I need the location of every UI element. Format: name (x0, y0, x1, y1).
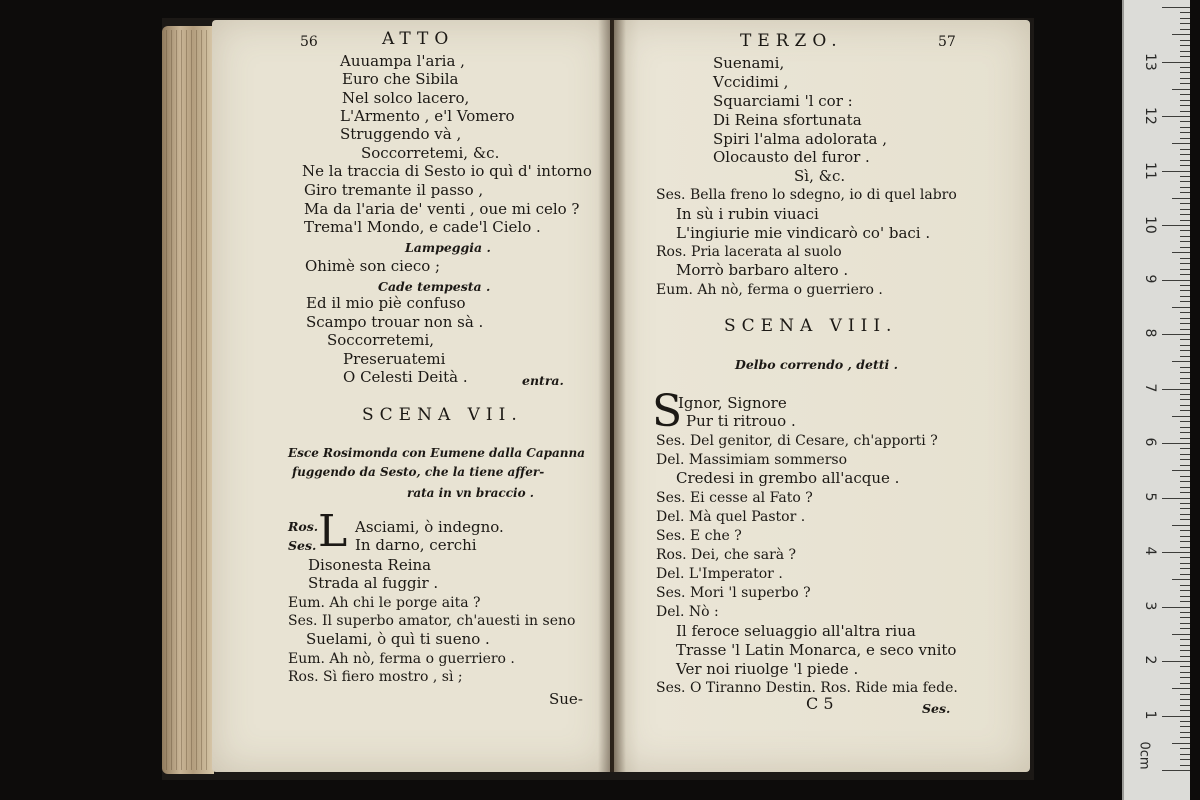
ruler-tick (1180, 459, 1190, 460)
ruler-tick (1180, 132, 1190, 133)
text-line: Ne la traccia di Sesto io quì d' intorno (302, 162, 592, 180)
text-line: Ma da l'aria de' venti , oue mi celo ? (304, 200, 580, 218)
ruler-tick (1180, 448, 1190, 449)
ruler-tick (1180, 432, 1190, 433)
ruler-tick (1180, 138, 1190, 139)
ruler-tick (1180, 339, 1190, 340)
ruler-tick (1180, 40, 1190, 41)
ruler-tick (1180, 645, 1190, 646)
ruler-tick (1180, 536, 1190, 537)
ruler-tick (1162, 443, 1190, 444)
ruler-tick (1180, 623, 1190, 624)
ruler-tick (1172, 89, 1190, 90)
ruler-tick (1180, 220, 1190, 221)
ruler-tick (1180, 263, 1190, 264)
ruler-tick (1180, 585, 1190, 586)
ruler-tick (1180, 438, 1190, 439)
ruler-tick (1180, 612, 1190, 613)
ruler-number: 12 (1142, 107, 1158, 125)
text-line: Trema'l Mondo, e cade'l Cielo . (304, 218, 541, 236)
ruler-number: 6 (1142, 437, 1158, 447)
text-line: Del. Massimiam sommerso (656, 452, 847, 468)
scene-heading: SCENA VIII. (724, 316, 898, 336)
text-line: Asciami, ò indegno. (355, 518, 504, 536)
ruler-number: 4 (1142, 546, 1158, 556)
ruler-tick (1172, 198, 1190, 199)
ruler-tick (1172, 470, 1190, 471)
ruler-tick (1180, 759, 1190, 760)
ruler-tick (1180, 427, 1190, 428)
text-line: Spiri l'alma adolorata , (713, 130, 888, 148)
text-line: Eum. Ah nò, ferma o guerriero . (656, 282, 883, 298)
text-line: O Celesti Deità . (343, 368, 468, 386)
text-line: Morrò barbaro altero . (676, 261, 849, 279)
ruler-tick (1162, 7, 1190, 8)
ruler-tick (1180, 176, 1190, 177)
ruler-tick (1180, 530, 1190, 531)
ruler-tick (1180, 121, 1190, 122)
catchword: Sue- (549, 690, 583, 708)
ruler-number: 2 (1142, 655, 1158, 665)
ruler-tick (1180, 710, 1190, 711)
ruler-tick (1180, 465, 1190, 466)
ruler-tick (1172, 361, 1190, 362)
ruler-number: 9 (1142, 274, 1158, 283)
ruler-tick (1180, 410, 1190, 411)
ruler-tick (1180, 405, 1190, 406)
ruler-tick (1172, 252, 1190, 253)
text-line: Disonesta Reina (308, 556, 432, 574)
ruler-tick (1180, 568, 1190, 569)
ruler-tick (1180, 508, 1190, 509)
stage-direction: Cade tempesta . (378, 279, 491, 294)
ruler-tick (1180, 241, 1190, 242)
ruler-tick (1180, 94, 1190, 95)
ruler-unit-label: 0cm (1136, 741, 1152, 770)
ruler-tick (1180, 699, 1190, 700)
text-line: Ses. Bella freno lo sdegno, io di quel labro (656, 187, 957, 203)
speaker-label: Ros. (288, 519, 319, 534)
ruler-tick (1180, 230, 1190, 231)
ruler-tick (1180, 318, 1190, 319)
scene-heading: SCENA VII. (362, 405, 523, 425)
ruler-tick (1180, 203, 1190, 204)
ruler-tick (1172, 525, 1190, 526)
ruler-tick (1180, 187, 1190, 188)
ruler-number: 1 (1142, 710, 1158, 719)
text-line: Del. L'Imperator . (656, 566, 783, 582)
stage-direction: Delbo correndo , detti . (735, 357, 898, 372)
ruler-tick (1180, 732, 1190, 733)
signature-mark: C 5 (806, 694, 834, 713)
text-line: Ses. Il superbo amator, ch'auesti in seno (288, 613, 576, 629)
ruler-tick (1180, 639, 1190, 640)
stage-direction: Lampeggia . (405, 240, 491, 255)
ruler-tick (1162, 661, 1190, 662)
ruler-tick (1172, 579, 1190, 580)
ruler-tick (1162, 389, 1190, 390)
ruler-tick (1180, 214, 1190, 215)
ruler-tick (1180, 329, 1190, 330)
ruler-tick (1180, 18, 1190, 19)
ruler-tick (1172, 416, 1190, 417)
right-page-number: 57 (938, 34, 956, 50)
stage-direction: entra. (522, 373, 564, 388)
ruler-tick (1180, 574, 1190, 575)
ruler-tick (1172, 688, 1190, 689)
ruler-tick (1180, 481, 1190, 482)
stage-direction: fuggendo da Sesto, che la tiene affer- (292, 465, 545, 479)
ruler-tick (1162, 607, 1190, 608)
text-line: L'Armento , e'l Vomero (340, 107, 515, 125)
ruler-tick (1180, 372, 1190, 373)
text-line: Nel solco lacero, (342, 89, 470, 107)
ruler-tick (1180, 83, 1190, 84)
text-line: Del. Mà quel Pastor . (656, 509, 806, 525)
text-line: Squarciami 'l cor : (713, 92, 853, 110)
ruler-tick (1180, 421, 1190, 422)
ruler-tick (1162, 280, 1190, 281)
text-line: Trasse 'l Latin Monarca, e seco vnito (676, 641, 957, 659)
text-line: Il feroce seluaggio all'altra riua (676, 622, 916, 640)
ruler-tick (1180, 677, 1190, 678)
book-gutter (598, 20, 626, 772)
text-line: Ses. O Tiranno Destin. Ros. Ride mia fede. (656, 680, 958, 696)
ruler-tick (1180, 72, 1190, 73)
ruler-tick (1162, 498, 1190, 499)
ruler-number: 13 (1142, 52, 1158, 71)
ruler-tick (1172, 34, 1190, 35)
text-line: Di Reina sfortunata (713, 111, 862, 129)
ruler-tick (1180, 356, 1190, 357)
left-running-head: ATTO (382, 29, 455, 49)
ruler-tick (1180, 100, 1190, 101)
ruler-tick (1180, 487, 1190, 488)
ruler-tick (1180, 737, 1190, 738)
text-line: Struggendo và , (340, 125, 462, 143)
ruler-tick (1180, 628, 1190, 629)
ruler-tick (1180, 45, 1190, 46)
ruler-tick (1172, 743, 1190, 744)
catchword: Ses. (922, 701, 951, 716)
ruler-tick (1180, 563, 1190, 564)
text-line: Ed il mio piè confuso (306, 294, 466, 312)
text-line: Ses. Mori 'l superbo ? (656, 585, 811, 601)
ruler-tick (1180, 285, 1190, 286)
ruler-tick (1180, 748, 1190, 749)
ruler-tick (1180, 557, 1190, 558)
text-line: Soccorretemi, (327, 331, 435, 349)
ruler-tick (1180, 296, 1190, 297)
ruler-tick (1180, 656, 1190, 657)
ruler-tick (1162, 770, 1190, 771)
text-line: Vccidimi , (713, 73, 789, 91)
text-line: Credesi in grembo all'acque . (676, 469, 900, 487)
ruler-tick (1180, 23, 1190, 24)
ruler-tick (1180, 323, 1190, 324)
ruler-number: 3 (1142, 601, 1158, 610)
ruler-tick (1180, 154, 1190, 155)
ruler-tick (1180, 105, 1190, 106)
text-line: Ros. Dei, che sarà ? (656, 547, 797, 563)
text-line: Preseruatemi (343, 350, 446, 368)
ruler-number: 7 (1142, 383, 1158, 392)
ruler-tick (1180, 394, 1190, 395)
ruler-tick (1180, 454, 1190, 455)
ruler-tick (1180, 765, 1190, 766)
ruler-tick (1180, 666, 1190, 667)
ruler-tick (1180, 476, 1190, 477)
ruler-tick (1180, 694, 1190, 695)
ruler-tick (1180, 192, 1190, 193)
ruler-tick (1180, 312, 1190, 313)
ruler-tick (1180, 67, 1190, 68)
ruler-tick (1180, 209, 1190, 210)
ruler-tick (1180, 236, 1190, 237)
ruler-tick (1180, 541, 1190, 542)
ruler-tick (1180, 56, 1190, 57)
drop-cap: L (318, 506, 348, 557)
ruler-tick (1180, 547, 1190, 548)
ruler-tick (1180, 601, 1190, 602)
ruler-number: 8 (1142, 328, 1158, 338)
ruler-tick (1162, 116, 1190, 117)
ruler-tick (1180, 127, 1190, 128)
ruler-tick (1180, 492, 1190, 493)
ruler-tick (1180, 367, 1190, 368)
ruler-tick (1180, 165, 1190, 166)
ruler-tick (1180, 503, 1190, 504)
text-line: Olocausto del furor . (713, 148, 870, 166)
text-line: Suenami, (713, 54, 785, 72)
text-line: L'ingiurie mie vindicarò co' baci . (676, 224, 931, 242)
text-line: Eum. Ah nò, ferma o guerriero . (288, 651, 515, 667)
ruler-tick (1172, 307, 1190, 308)
text-line: Suelami, ò quì ti sueno . (306, 630, 490, 648)
text-line: Ros. Pria lacerata al suolo (656, 244, 842, 260)
text-line: Auuampa l'aria , (340, 52, 465, 70)
ruler-tick (1172, 634, 1190, 635)
ruler-tick (1180, 111, 1190, 112)
ruler-tick (1180, 596, 1190, 597)
ruler-tick (1180, 683, 1190, 684)
stage-direction: Esce Rosimonda con Eumene dalla Capanna (288, 446, 585, 460)
ruler-tick (1180, 247, 1190, 248)
text-line: In sù i rubin viuaci (676, 205, 819, 223)
text-line: Ohimè son cieco ; (305, 257, 441, 275)
ruler-tick (1180, 51, 1190, 52)
ruler-tick (1180, 721, 1190, 722)
text-line: Del. Nò : (656, 604, 719, 620)
ruler-tick (1180, 258, 1190, 259)
ruler-tick (1162, 552, 1190, 553)
ruler-tick (1172, 143, 1190, 144)
speaker-label: Ses. (288, 538, 317, 553)
text-line: Eum. Ah chi le porge aita ? (288, 595, 481, 611)
ruler-tick (1180, 29, 1190, 30)
text-line: Ses. Ei cesse al Fato ? (656, 490, 813, 506)
left-page-number: 56 (300, 34, 318, 50)
page-edge-lines (166, 30, 210, 770)
text-line: Soccorretemi, &c. (361, 144, 500, 162)
text-line: Scampo trouar non sà . (306, 313, 484, 331)
text-line: Ros. Sì fiero mostro , sì ; (288, 669, 463, 685)
ruler-tick (1180, 290, 1190, 291)
ruler-tick (1162, 225, 1190, 226)
ruler-number: 10 (1142, 216, 1158, 234)
ruler-tick (1180, 345, 1190, 346)
ruler-tick (1162, 62, 1190, 63)
ruler-tick (1180, 514, 1190, 515)
ruler-tick (1180, 617, 1190, 618)
ruler-tick (1180, 672, 1190, 673)
right-running-head: TERZO. (740, 31, 843, 51)
ruler-tick (1180, 274, 1190, 275)
text-line: Ignor, Signore (678, 394, 787, 412)
ruler-tick (1162, 716, 1190, 717)
ruler-tick (1180, 519, 1190, 520)
ruler-tick (1180, 590, 1190, 591)
text-line: Sì, &c. (794, 167, 846, 185)
text-line: Ses. E che ? (656, 528, 742, 544)
text-line: Pur ti ritrouo . (686, 412, 796, 430)
ruler-number: 5 (1142, 492, 1158, 501)
ruler-tick (1180, 350, 1190, 351)
text-line: Ver noi riuolge 'l piede . (676, 660, 859, 678)
ruler-tick (1180, 399, 1190, 400)
text-line: In darno, cerchi (355, 536, 477, 554)
ruler-tick (1180, 149, 1190, 150)
ruler-tick (1180, 269, 1190, 270)
measuring-ruler (1122, 0, 1190, 800)
ruler-tick (1180, 650, 1190, 651)
text-line: Euro che Sibila (342, 70, 459, 88)
ruler-tick (1180, 726, 1190, 727)
ruler-tick (1180, 181, 1190, 182)
ruler-number: 11 (1142, 161, 1158, 180)
drop-cap: S (652, 386, 683, 437)
ruler-tick (1180, 754, 1190, 755)
stage-direction: rata in vn braccio . (407, 486, 534, 500)
ruler-tick (1180, 78, 1190, 79)
ruler-tick (1180, 705, 1190, 706)
text-line: Strada al fuggir . (308, 574, 439, 592)
ruler-tick (1180, 12, 1190, 13)
ruler-tick (1180, 383, 1190, 384)
ruler-tick (1180, 301, 1190, 302)
text-line: Ses. Del genitor, di Cesare, ch'apporti ? (656, 433, 938, 449)
ruler-tick (1180, 378, 1190, 379)
text-line: Giro tremante il passo , (304, 181, 484, 199)
ruler-tick (1162, 171, 1190, 172)
ruler-tick (1162, 334, 1190, 335)
ruler-tick (1180, 160, 1190, 161)
